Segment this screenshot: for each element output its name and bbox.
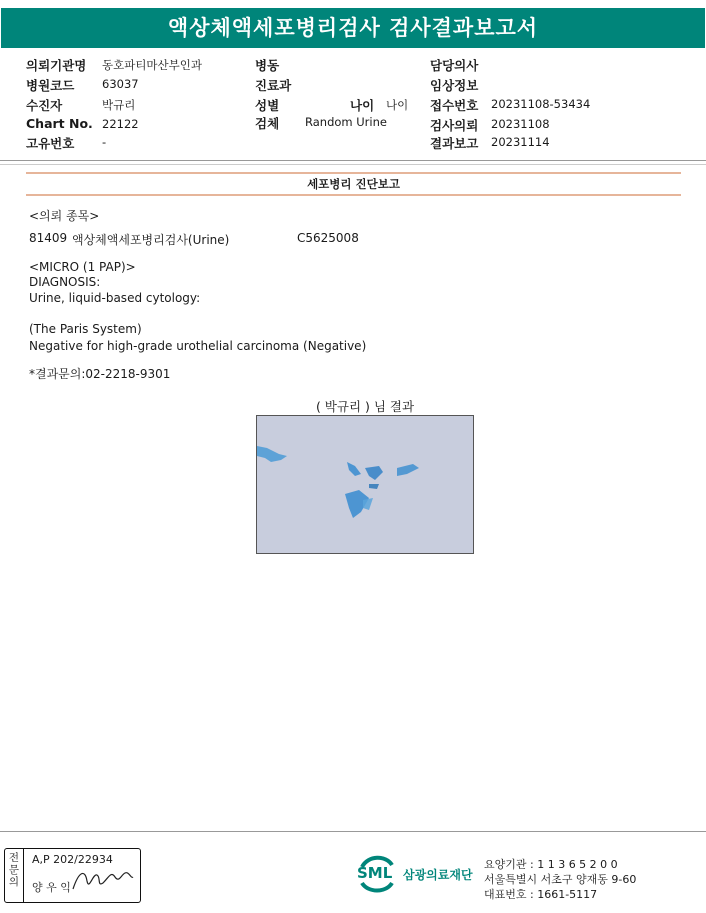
label-age: 나이 <box>350 98 375 113</box>
value-request-date: 20231108 <box>491 117 550 131</box>
test-name: 액상체액세포병리검사(Urine) <box>72 233 230 247</box>
header-divider <box>0 160 706 161</box>
value-chart-no: 22122 <box>102 117 139 131</box>
institution-code: 요양기관 : 1 1 3 6 5 2 0 0 <box>484 858 618 871</box>
value-unique-number: - <box>102 135 107 149</box>
image-caption: ( 박규리 ) 님 결과 <box>315 399 415 414</box>
value-hospital-code: 63037 <box>102 77 139 91</box>
organization-name: 삼광의료재단 <box>403 868 473 882</box>
stained-cell <box>369 484 379 489</box>
signature-box <box>4 848 141 903</box>
specialist-label: 전문의 <box>5 849 24 902</box>
label-sex: 성별 <box>255 98 280 113</box>
diagnosis-specimen: Urine, liquid-based cytology: <box>29 291 201 305</box>
label-clinical-info: 임상정보 <box>430 78 479 93</box>
phone-number: 대표번호 : 1661-5117 <box>484 888 598 901</box>
diagnosis-result: Negative for high-grade urothelial carcinoma (Negative) <box>29 339 367 353</box>
pathologist-name: 양 우 익 <box>32 881 71 894</box>
stained-cell <box>347 462 361 476</box>
diagnosis-label: DIAGNOSIS: <box>29 275 101 289</box>
value-specimen: Random Urine <box>305 115 387 129</box>
header-divider-light <box>0 164 706 165</box>
sml-logo-text: SML <box>357 864 393 882</box>
label-request-date: 검사의뢰 <box>430 118 479 133</box>
value-report-date: 20231114 <box>491 135 550 149</box>
value-age: 나이 <box>386 98 409 112</box>
label-hospital-code: 병원코드 <box>26 78 75 93</box>
label-department: 진료과 <box>255 78 292 93</box>
stained-cell <box>363 498 373 510</box>
label-report-date: 결과보고 <box>430 136 479 151</box>
stained-cells <box>257 416 473 553</box>
label-requesting-institution: 의뢰기관명 <box>26 58 87 73</box>
label-patient: 수진자 <box>26 98 63 113</box>
test-code: 81409 <box>29 231 68 245</box>
signature-scribble <box>67 865 137 895</box>
footer-divider <box>0 831 706 832</box>
cytology-microscope-image <box>256 415 474 554</box>
stained-cell <box>397 464 419 476</box>
ap-number: A,P 202/22934 <box>32 853 113 866</box>
value-requesting-institution: 동호파티마산부인과 <box>102 58 202 72</box>
value-patient: 박규리 <box>102 98 136 112</box>
stained-cell <box>365 466 383 480</box>
address: 서울특별시 서초구 양재동 9-60 <box>484 873 637 886</box>
report-title: 액상체액세포병리검사 검사결과보고서 <box>1 8 705 48</box>
label-unique-number: 고유번호 <box>26 136 75 151</box>
test-id: C5625008 <box>297 231 359 245</box>
label-attending-doctor: 담당의사 <box>430 58 479 73</box>
label-ward: 병동 <box>255 58 280 73</box>
request-heading: <의뢰 종목> <box>29 209 100 223</box>
section-title: 세포병리 진단보고 <box>26 172 681 196</box>
classification-system: (The Paris System) <box>29 322 142 336</box>
stained-cell <box>257 446 287 462</box>
micro-heading: <MICRO (1 PAP)> <box>29 260 136 274</box>
label-chart-no: Chart No. <box>26 116 93 131</box>
label-specimen: 검체 <box>255 116 280 131</box>
contact-number: *결과문의:02-2218-9301 <box>29 367 171 381</box>
label-accession-number: 접수번호 <box>430 98 479 113</box>
value-accession-number: 20231108-53434 <box>491 97 591 111</box>
